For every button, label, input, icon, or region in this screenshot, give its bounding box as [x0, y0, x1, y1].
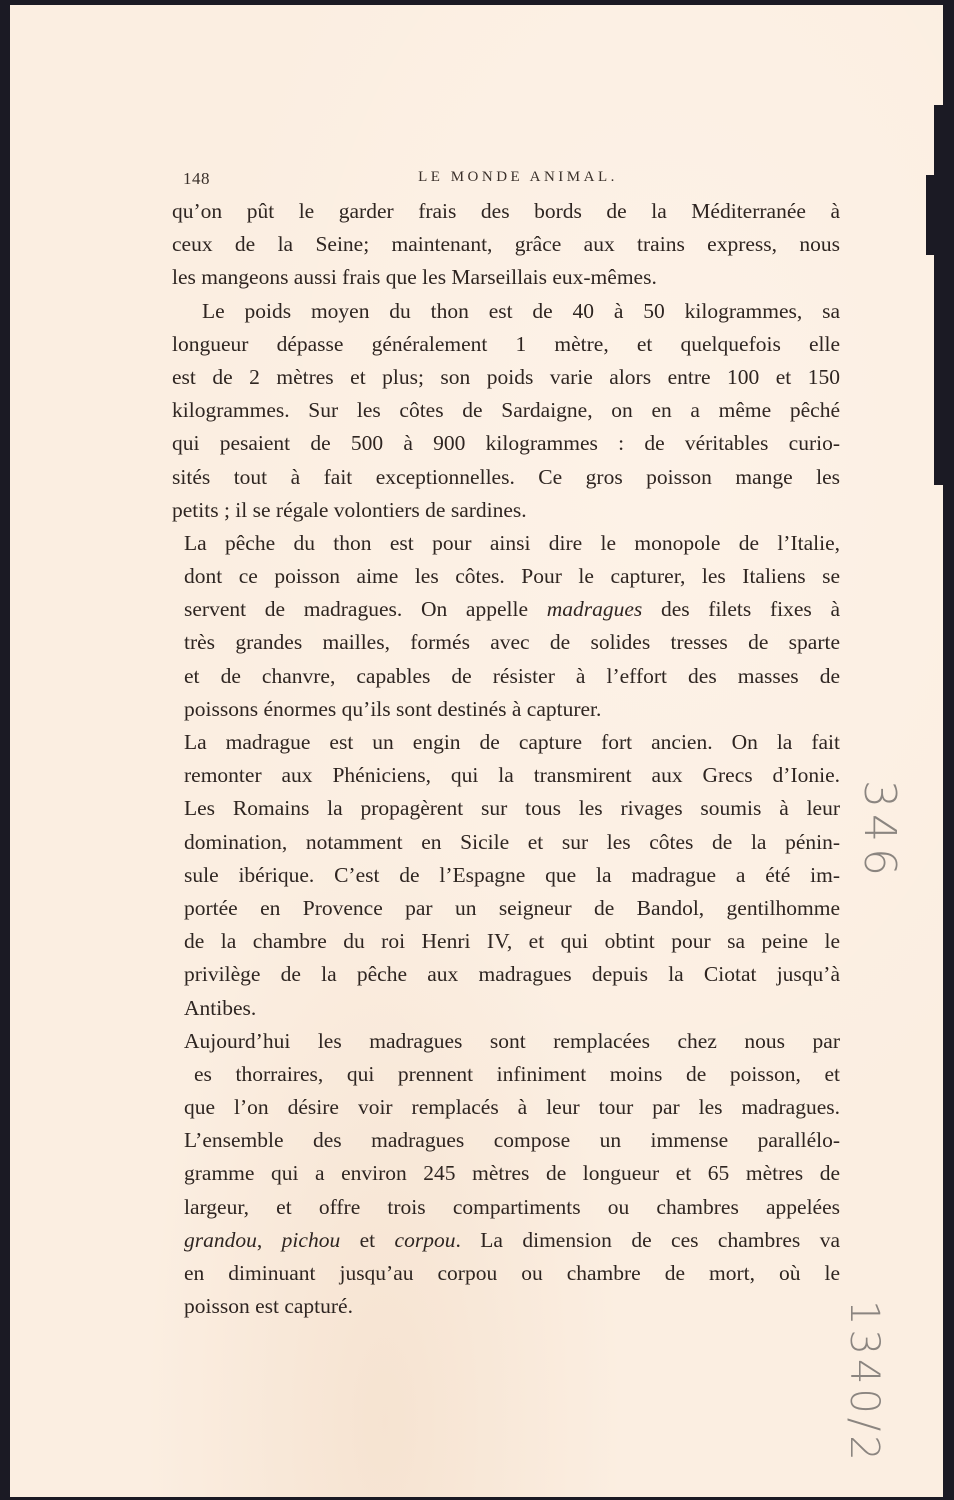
text-line: remonter aux Phéniciens, qui la transmirent aux Grecs d’Ionie. — [184, 763, 840, 788]
text-line: Le poids moyen du thon est de 40 à 50 kilogrammes, sa — [202, 298, 840, 323]
text-line: de la chambre du roi Henri IV, et qui obtint pour sa peine le — [184, 929, 840, 954]
text-line: Aujourd’hui les madragues sont remplacées chez nous par — [184, 1028, 840, 1053]
text-line: petits ; il se régale volontiers de sardines. — [172, 497, 527, 522]
running-title: LE MONDE ANIMAL. — [418, 169, 618, 185]
text-line: et de chanvre, capables de résister à l’effort des masses de — [184, 663, 840, 688]
text-line — [172, 593, 840, 626]
text-line: poisson est capturé. — [184, 1294, 353, 1319]
text-line: très grandes mailles, formés avec de solides tresses de sparte — [184, 630, 840, 655]
paragraph — [172, 295, 840, 527]
text-line: es thorraires, qui prennent infiniment moins de poisson, et — [194, 1061, 840, 1086]
text-line: La pêche du thon est pour ainsi dire le monopole de l’Italie, — [184, 530, 840, 555]
page-edge-tear — [926, 175, 946, 255]
italic-term: madragues — [546, 597, 643, 622]
text-run: et — [340, 1227, 395, 1252]
body-text — [172, 195, 840, 1323]
text-line: qui pesaient de 500 à 900 kilogrammes : de véritables curio- — [172, 431, 840, 456]
text-line: sités tout à fait exceptionnelles. Ce gros poisson mange les — [172, 464, 840, 489]
running-head — [173, 167, 863, 189]
page-edge-tear — [934, 105, 946, 485]
pencil-annotation: 1340/2 — [841, 1300, 887, 1465]
paragraph — [172, 726, 840, 1025]
text-line: kilogrammes. Sur les côtes de Sardaigne, on en a même pêché — [172, 398, 840, 423]
italic-term: grandou — [184, 1227, 257, 1252]
page-number: 148 — [183, 169, 210, 188]
text-line: ceux de la Seine; maintenant, grâce aux trains express, nous — [172, 232, 840, 257]
text-line: gramme qui a environ 245 mètres de longueur et 65 mètres de — [184, 1161, 840, 1186]
text-line: sule ibérique. C’est de l’Espagne que la madrague a été im- — [184, 862, 840, 887]
text-run: . La dimension de ces chambres va — [455, 1227, 840, 1252]
text-run: , — [256, 1227, 282, 1252]
text-line: La madrague est un engin de capture fort ancien. On la fait — [184, 730, 840, 754]
paragraph — [172, 1025, 840, 1125]
italic-term: corpou — [394, 1227, 456, 1252]
text-run: servent de madragues. On appelle — [184, 597, 547, 622]
pencil-annotation: 346 — [854, 780, 905, 882]
text-line: largeur, et offre trois compartiments ou chambres appelées — [184, 1194, 840, 1219]
paragraph — [172, 195, 840, 295]
text-line — [172, 1224, 840, 1257]
text-line: Les Romains la propagèrent sur tous les rivages soumis à leur — [184, 796, 840, 821]
text-line: domination, notamment en Sicile et sur les côtes de la pénin- — [184, 829, 840, 854]
text-line: L’ensemble des madragues compose un immense parallélo- — [184, 1128, 840, 1153]
text-line: longueur dépasse généralement 1 mètre, et quelquefois elle — [172, 331, 840, 356]
paragraph — [172, 527, 840, 726]
text-line: poissons énormes qu’ils sont destinés à capturer. — [184, 696, 602, 721]
text-line: les mangeons aussi frais que les Marseillais eux-mêmes. — [172, 265, 657, 290]
paragraph — [172, 1124, 840, 1323]
text-line: portée en Provence par un seigneur de Bandol, gentilhomme — [184, 895, 840, 920]
italic-term: pichou — [281, 1227, 341, 1252]
text-line: Antibes. — [184, 995, 257, 1020]
text-run: des filets fixes à — [642, 597, 840, 622]
text-line: dont ce poisson aime les côtes. Pour le capturer, les Italiens se — [184, 564, 840, 589]
text-line: privilège de la pêche aux madragues depuis la Ciotat jusqu’à — [184, 962, 840, 987]
text-line: qu’on pût le garder frais des bords de la Méditerranée à — [172, 199, 840, 223]
text-line: en diminuant jusqu’au corpou ou chambre de mort, où le — [184, 1261, 840, 1285]
text-line: que l’on désire voir remplacés à leur tour par les madragues. — [184, 1095, 840, 1120]
text-line: est de 2 mètres et plus; son poids varie alors entre 100 et 150 — [172, 364, 840, 389]
